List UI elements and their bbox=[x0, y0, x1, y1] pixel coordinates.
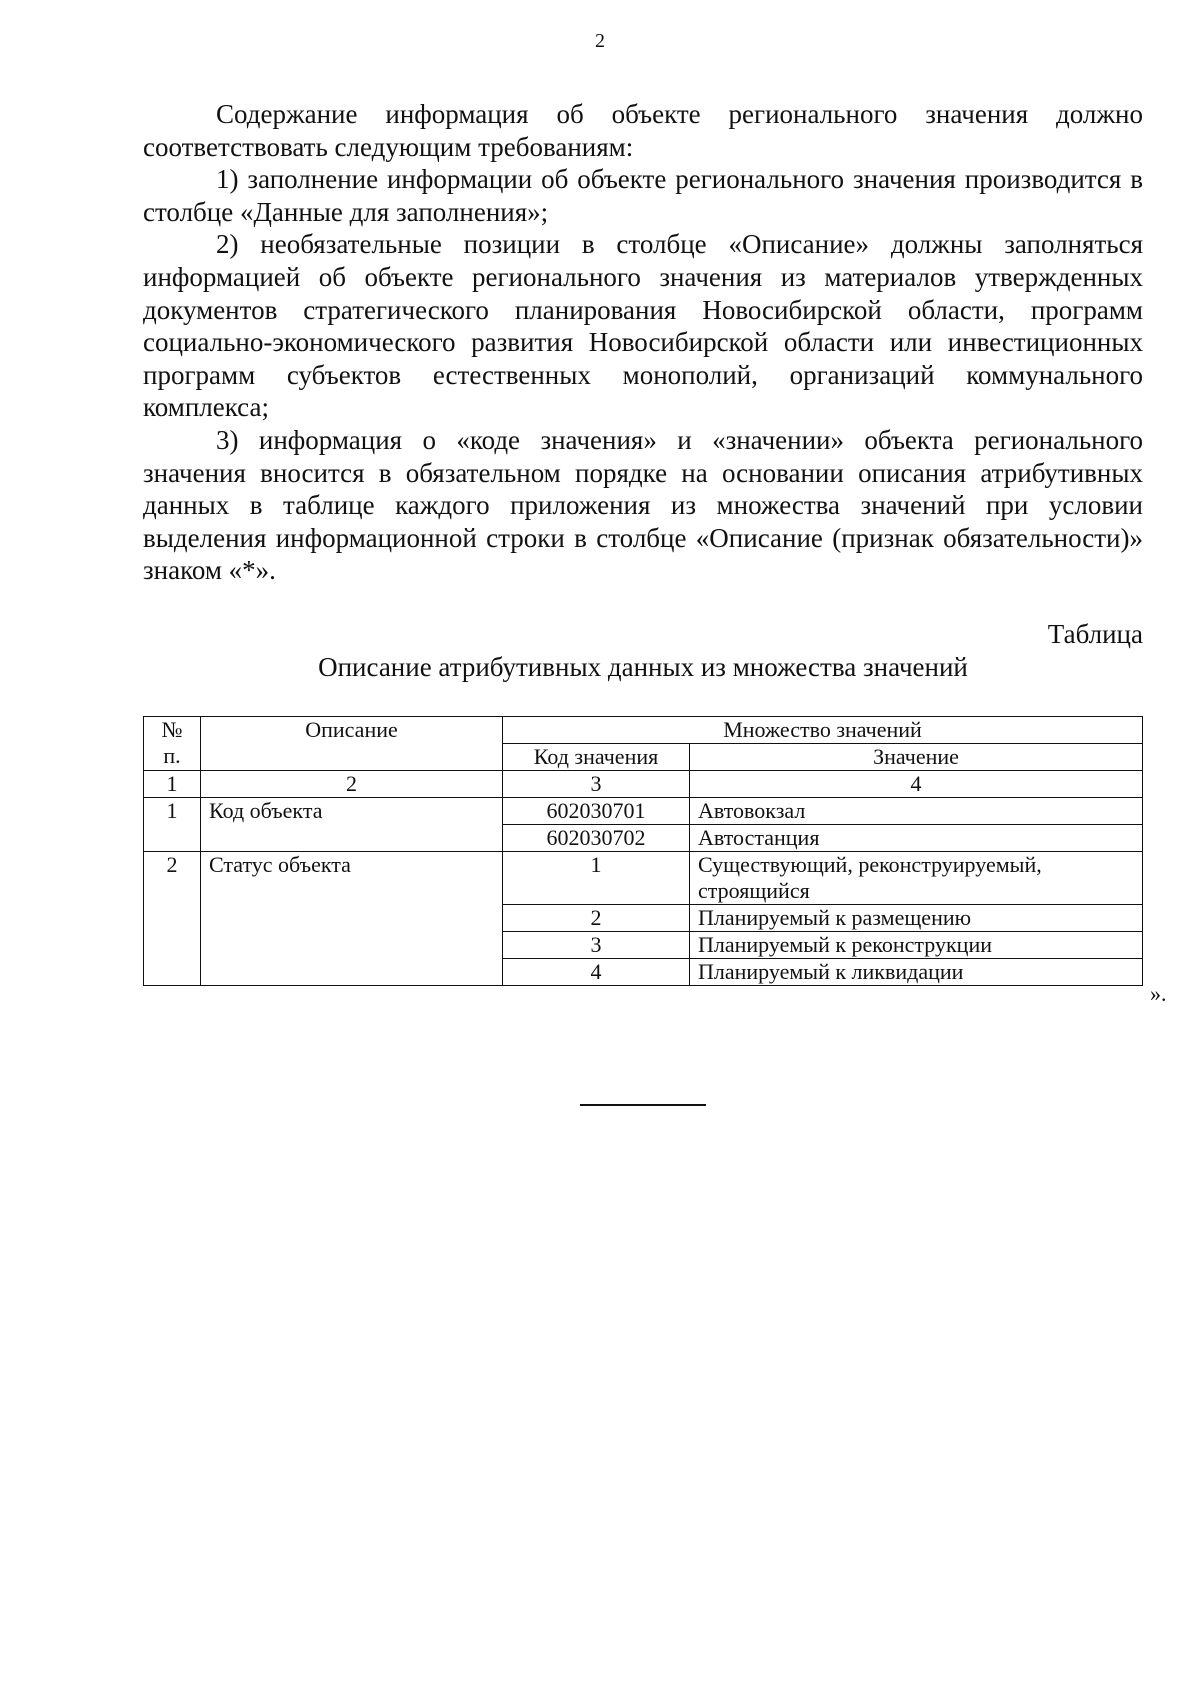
value-text: Автовокзал bbox=[690, 798, 1143, 825]
row-num: 1 bbox=[144, 798, 201, 852]
value-text: Автостанция bbox=[690, 825, 1143, 852]
header-value-set: Множество значений bbox=[503, 717, 1143, 744]
paragraph-item-3: 3) информация о «коде значения» и «значении» объекта регионального значения вносится в обязательном порядке на основании описания атрибутивных данных в таблице каждого приложения из множества значений при условии выделения информационной строки в столбце «Описание (признак обязательности)» знаком «*». bbox=[143, 424, 1143, 586]
col-number: 2 bbox=[201, 771, 503, 798]
col-number: 3 bbox=[503, 771, 690, 798]
body-text bbox=[143, 98, 1143, 587]
row-description: Статус объекта bbox=[201, 852, 503, 986]
row-description: Код объекта bbox=[201, 798, 503, 852]
table-title: Описание атрибутивных данных из множества значений bbox=[318, 652, 968, 682]
value-code: 1 bbox=[503, 852, 690, 905]
header-code: Код значения bbox=[503, 744, 690, 771]
col-number: 1 bbox=[144, 771, 201, 798]
table-header-row bbox=[144, 717, 1143, 744]
value-code: 4 bbox=[503, 959, 690, 986]
end-divider bbox=[580, 1104, 706, 1106]
page-number: 2 bbox=[595, 30, 605, 52]
value-code: 2 bbox=[503, 905, 690, 932]
paragraph-intro: Содержание информация об объекте регионального значения должно соответствовать следующим требованиям: bbox=[143, 99, 1143, 162]
attributes-table bbox=[143, 716, 1143, 986]
value-code: 602030701 bbox=[503, 798, 690, 825]
value-code: 602030702 bbox=[503, 825, 690, 852]
table-label: Таблица bbox=[1047, 619, 1143, 649]
row-num: 2 bbox=[144, 852, 201, 986]
header-num: № п. bbox=[144, 717, 201, 771]
value-text: Планируемый к ликвидации bbox=[690, 959, 1143, 986]
value-text: Планируемый к размещению bbox=[690, 905, 1143, 932]
closing-quote: ». bbox=[1150, 981, 1167, 1006]
paragraph-item-2: 2) необязательные позиции в столбце «Описание» должны заполняться информацией об объекте регионального значения из материалов утвержденных документов стратегического планирования Новосибирской области, программ социально-экономического развития Новосибирской области или инвестиционных программ субъектов естественных монополий, организаций коммунального комплекса; bbox=[143, 229, 1143, 423]
column-numbers-row bbox=[144, 771, 1143, 798]
value-text: Существующий, реконструируемый, строящийся bbox=[690, 852, 1143, 905]
value-text: Планируемый к реконструкции bbox=[690, 932, 1143, 959]
value-code: 3 bbox=[503, 932, 690, 959]
table-row bbox=[144, 852, 1143, 905]
header-value: Значение bbox=[690, 744, 1143, 771]
col-number: 4 bbox=[690, 771, 1143, 798]
table-row bbox=[144, 798, 1143, 825]
paragraph-item-1: 1) заполнение информации об объекте регионального значения производится в столбце «Данные для заполнения»; bbox=[143, 164, 1143, 227]
header-description: Описание bbox=[201, 717, 503, 771]
